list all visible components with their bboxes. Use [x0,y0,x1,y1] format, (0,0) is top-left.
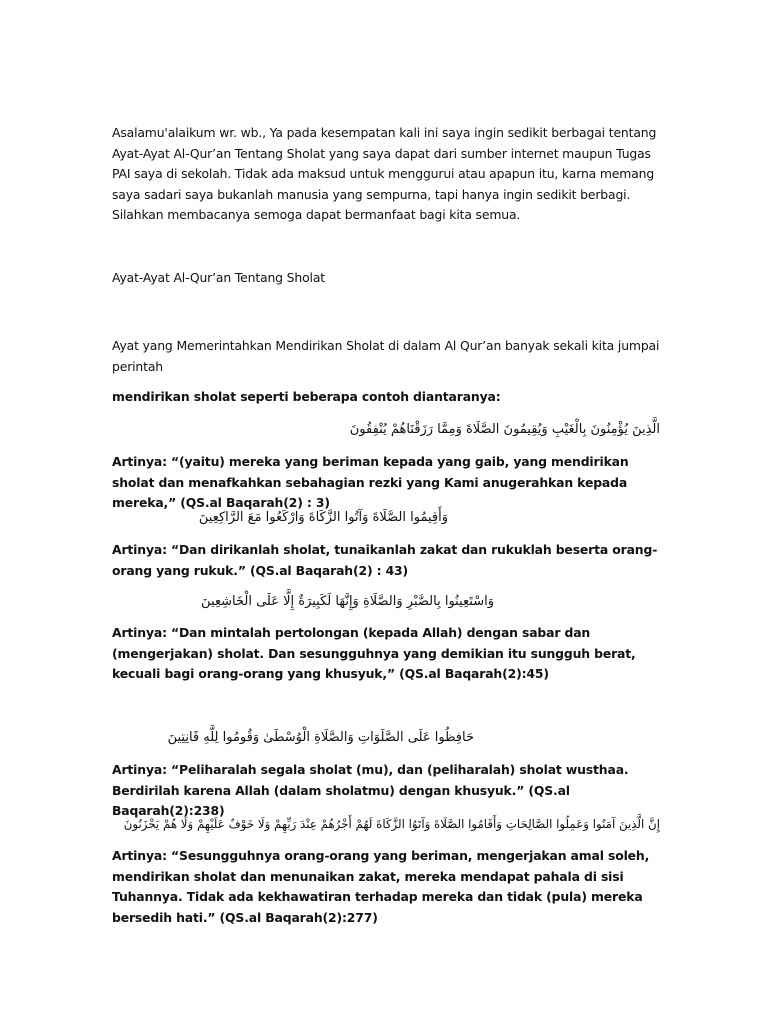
arabic-verse-5: إِنَّ الَّذِينَ آمَنُوا وَعَمِلُوا الصَّالِحَاتِ وَأَقَامُوا الصَّلَاةَ وَآتَوُا الزَّكَاةَ لَهُمْ أَجْرُهُمْ عِنْدَ رَبِّهِمْ وَلَا خَوْفٌ عَلَيْهِمْ وَلَا هُمْ يَحْزَنُونَ [123,817,660,831]
arabic-verse-2-container [112,508,660,530]
intro-paragraph: Asalamu'alaikum wr. wb., Ya pada kesempatan kali ini saya ingin sedikit berbagai tentang Ayat-Ayat Al-Qur’an Tentang Sholat yang saya dapat dari sumber internet maupun Tugas PAI saya di sekolah. Tidak ada maksud untuk menggurui atau apapun itu, karna memang saya sadari saya bukanlah manusia yang sempurna, tapi hanya ingin sedikit berbagi. Silahkan membacanya semoga dapat bermanfaat bagi kita semua. [112,125,657,222]
translation-1: Artinya: “(yaitu) mereka yang beriman kepada yang gaib, yang mendirikan sholat dan menafkahkan sebahagian rezki yang Kami anugerahkan kepada mereka,” (QS.al Baqarah(2) : 3) [112,454,629,510]
arabic-verse-3: وَاسْتَعِينُوا بِالصَّبْرِ وَالصَّلَاةِ وَإِنَّهَا لَكَبِيرَةٌ إِلَّا عَلَى الْخَاشِعِينَ [201,594,494,609]
translation-2: Artinya: “Dan dirikanlah sholat, tunaikanlah zakat dan rukuklah beserta orang-orang yang rukuk.” (QS.al Baqarah(2) : 43) [112,542,658,578]
translation-4: Artinya: “Peliharalah segala sholat (mu), dan (peliharalah) sholat wusthaa. Berdirilah karena Allah (dalam sholatmu) dengan khusyuk.” (QS.al Baqarah(2):238) [112,762,629,818]
arabic-verse-4: حَافِظُوا عَلَى الصَّلَوَاتِ وَالصَّلَاةِ الْوُسْطَىٰ وَقُومُوا لِلَّهِ قَانِتِينَ [167,730,474,745]
arabic-verse-4-container [112,728,660,750]
arabic-verse-5-container [112,814,660,836]
section-heading: Ayat-Ayat Al-Qur’an Tentang Sholat [112,270,325,285]
body-paragraph-1: Ayat yang Memerintahkan Mendirikan Sholat di dalam Al Qur’an banyak sekali kita jumpai perintah [112,338,660,374]
arabic-verse-3-container [112,592,660,614]
arabic-verse-2: وَأَقِيمُوا الصَّلَاةَ وَآتُوا الزَّكَاةَ وَارْكَعُوا مَعَ الرَّاكِعِينَ [198,510,448,525]
arabic-verse-1-container [112,420,660,442]
translation-5: Artinya: “Sesungguhnya orang-orang yang beriman, mengerjakan amal soleh, mendirikan sholat dan menunaikan zakat, mereka mendapat pahala di sisi Tuhannya. Tidak ada kekhawatiran terhadap mereka dan tidak (pula) mereka bersedih hati.” (QS.al Baqarah(2):277) [112,848,650,925]
translation-3: Artinya: “Dan mintalah pertolongan (kepada Allah) dengan sabar dan (mengerjakan) sholat. Dan sesungguhnya yang demikian itu sungguh berat, kecuali bagi orang-orang yang khusyuk,” (QS.al Baqarah(2):45) [112,625,636,681]
body-paragraph-2: mendirikan sholat seperti beberapa contoh diantaranya: [112,389,501,404]
arabic-verse-1: الَّذِينَ يُؤْمِنُونَ بِالْغَيْبِ وَيُقِيمُونَ الصَّلَاةَ وَمِمَّا رَزَقْنَاهُمْ يُنْفِقُونَ [349,422,660,437]
